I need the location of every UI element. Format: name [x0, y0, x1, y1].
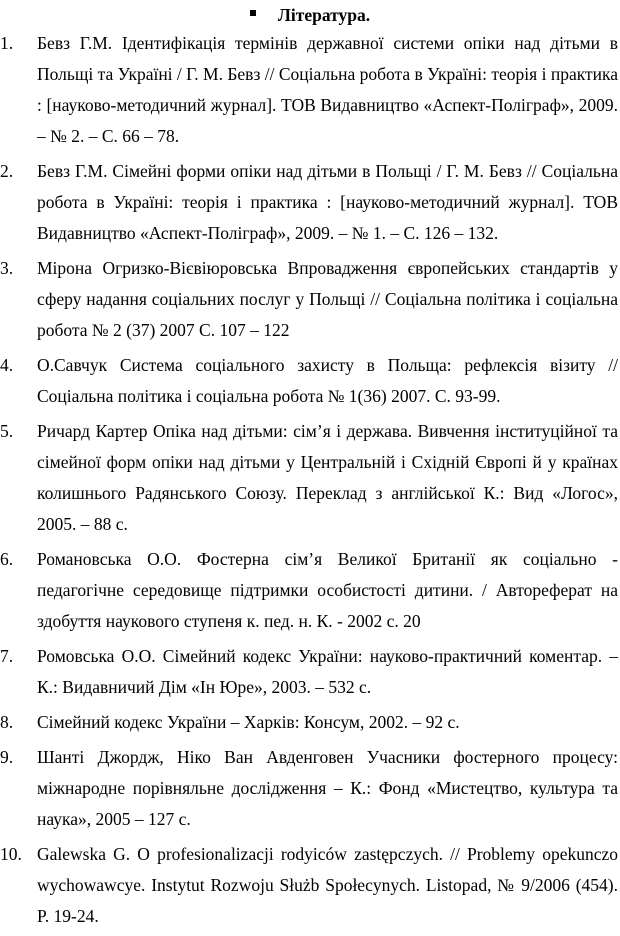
reference-number: 5.: [0, 421, 14, 441]
reference-item: [0, 416, 620, 540]
reference-number: 9.: [0, 747, 14, 767]
page-title: Література.: [277, 4, 371, 25]
reference-text: Романовська О.О. Фостерна сім’я Великої Британії як соціально - педагогічне середовище підтримки особистості дитини. / Автореферат на здобуття наукового ступеня к. пед. н. К. - 2002 с. 20: [37, 549, 618, 631]
reference-text: Шанті Джордж, Ніко Ван Авденговен Учасники фостерного процесу: міжнародне порівняльне дослідження – К.: Фонд «Мистецтво, культура та наука», 2005 – 127 с.: [37, 747, 618, 829]
reference-item: [0, 742, 620, 835]
reference-text: Мірона Огризко-Вієвіюровська Впровадження європейських стандартів у сферу надання соціальних послуг у Польщі // Соціальна політика і соціальна робота № 2 (37) 2007 С. 107 – 122: [37, 258, 618, 340]
reference-text: Сімейний кодекс України – Харків: Консум, 2002. – 92 с.: [37, 712, 460, 732]
reference-item: [0, 156, 620, 249]
reference-item: [0, 350, 620, 412]
square-bullet-icon: [250, 10, 256, 16]
reference-item: [0, 839, 620, 932]
references-list: [0, 28, 620, 936]
reference-number: 3.: [0, 258, 14, 278]
reference-number: 1.: [0, 33, 14, 53]
reference-item: [0, 28, 620, 152]
reference-text: Бевз Г.М. Сімейні форми опіки над дітьми в Польщі / Г. М. Бевз // Соціальна робота в Україні: теорія і практика : [науково-методичний журнал]. ТОВ Видавництво «Аспект-Поліграф», 2009. – № 1. – С. 126 – 132.: [37, 161, 618, 243]
reference-item: [0, 544, 620, 637]
references-heading: [0, 1, 620, 27]
reference-text: Ричард Картер Опіка над дітьми: сім’я і держава. Вивчення інституційної та сімейної форм опіки над дітьми у Центральній і Східній Європі й у країнах колишнього Радянського Союзу. Переклад з англійської К.: Вид «Логос», 2005. – 88 с.: [37, 421, 618, 534]
reference-number: 4.: [0, 355, 14, 375]
reference-item: [0, 641, 620, 703]
reference-text: Galewska G. O profesionalizacji rodyiców zastępczych. // Problemy opekunczo wychowawcye. Instytut Rozwoju Służb Społecynych. Listopad, № 9/2006 (454). P. 19-24.: [37, 844, 618, 926]
reference-number: 2.: [0, 161, 14, 181]
reference-number: 6.: [0, 549, 14, 569]
reference-text: Бевз Г.М. Ідентифікація термінів державної системи опіки над дітьми в Польщі та Україні / Г. М. Бевз // Соціальна робота в Україні: теорія і практика : [науково-методичний журнал]. ТОВ Видавництво «Аспект-Поліграф», 2009. – № 2. – С. 66 – 78.: [37, 33, 618, 146]
reference-text: Ромовська О.О. Сімейний кодекс України: науково-практичний коментар. – К.: Видавничий Дім «Ін Юре», 2003. – 532 с.: [37, 646, 618, 697]
reference-item: [0, 253, 620, 346]
reference-text: О.Савчук Система соціального захисту в Польща: рефлексія візиту // Соціальна політика і соціальна робота № 1(36) 2007. С. 93-99.: [37, 355, 618, 406]
reference-number: 7.: [0, 646, 14, 666]
reference-number: 10.: [0, 844, 22, 864]
reference-number: 8.: [0, 712, 14, 732]
reference-item: [0, 707, 620, 738]
